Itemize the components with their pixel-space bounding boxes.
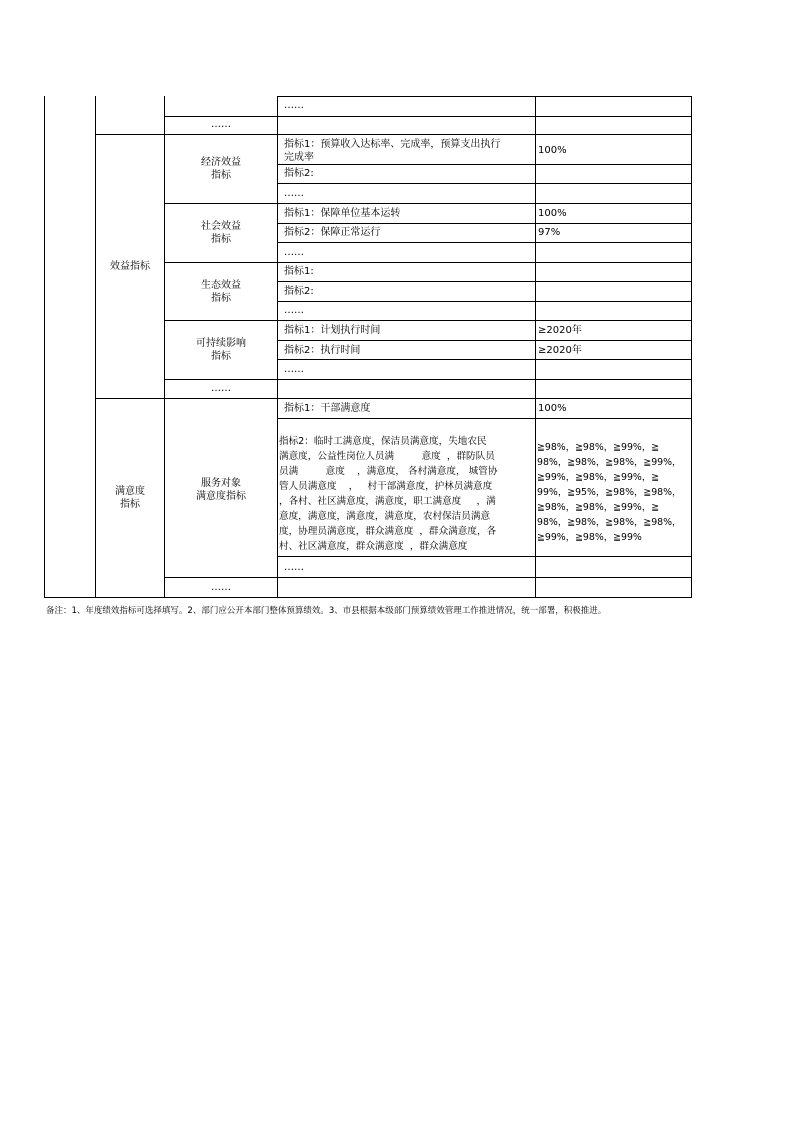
value-cell: ≧98%，≧98%，≧99%，≧ 98%，≧98%，≧98%，≧99%， ≧99%，≧98%，≧99%，≧ 99%，≧95%，≧98%，≧98%， ≧98%，≧98%，≧99%，≧ 98%，≧98%，≧98%，≧98%， ≧99%，≧98%，≧99% (537, 442, 682, 543)
row-line (164, 203, 692, 204)
row-line (277, 183, 692, 184)
value-cell: 100% (538, 403, 567, 414)
row-line (277, 281, 692, 282)
sub-category-ellipsis: …… (211, 119, 231, 130)
row-line (277, 340, 692, 341)
row-line (277, 223, 692, 224)
table-col-divider (95, 96, 96, 598)
indicator-cell: 指标2：临时工满意度，保洁员满意度，失地农民 满意度，公益性岗位人员满 意度 ，群防队员 员满 意度 ，满意度， 各村满意度， 城管协 管人员满意度 ， 村干部满意度，护林员满意度 ，各村、社区满意度，满意度，职工满意度 ，满 意度，满意度，满意度，满意度，农村保洁员满意 度，协理员满意度，群众满意度 ，群众满意度，各 村、社区满意度，群众满意度 ，群众满意度 (279, 436, 498, 552)
indicator-cell: …… (284, 247, 304, 258)
row-line (164, 320, 692, 321)
value-cell: ≥2020年 (538, 325, 582, 336)
indicator-cell: …… (284, 100, 304, 111)
row-line (277, 418, 692, 419)
indicator-cell: 指标2: (284, 168, 314, 179)
row-line (95, 134, 692, 135)
row-line (277, 96, 692, 97)
row-line (164, 577, 692, 578)
sub-category-sustainable: 可持续影响 指标 (196, 338, 246, 362)
indicator-cell: 指标2: (284, 286, 314, 297)
row-line (95, 398, 692, 399)
indicator-cell: …… (284, 562, 304, 573)
sub-category-service-satisfaction: 服务对象 满意度指标 (196, 478, 246, 502)
indicator-cell: 指标1：保障单位基本运转 (284, 208, 401, 219)
indicator-cell: 指标2：执行时间 (284, 345, 361, 356)
row-line (164, 262, 692, 263)
indicator-cell: 指标1: (284, 266, 314, 277)
footnote: 备注：1、年度绩效指标可选择填写。2、部门应公开本部门整体预算绩效。3、市县根据本级部门预算绩效管理工作推进情况，统一部署，积极推进。 (46, 606, 607, 616)
indicator-cell: …… (284, 188, 304, 199)
indicator-cell: …… (284, 364, 304, 375)
row-line (164, 379, 692, 380)
sub-category-ellipsis: …… (211, 383, 231, 394)
indicator-cell: 指标1：预算收入达标率、完成率，预算支出执行 完成率 (284, 139, 501, 163)
table-col-divider (535, 96, 536, 598)
group-label-satisfaction: 满意度 指标 (115, 486, 145, 510)
value-cell: ≥2020年 (538, 345, 582, 356)
sub-category-social: 社会效益 指标 (201, 221, 241, 245)
sub-category-ellipsis: …… (211, 582, 231, 593)
sub-category-economic: 经济效益 指标 (201, 157, 241, 181)
row-line (277, 242, 692, 243)
table-border-left (44, 96, 45, 598)
value-cell: 100% (538, 145, 567, 156)
indicator-cell: 指标1：干部满意度 (284, 403, 371, 414)
value-cell: 97% (538, 227, 561, 238)
table-border-right (691, 96, 692, 598)
indicator-cell: 指标2：保障正常运行 (284, 227, 381, 238)
indicator-cell: …… (284, 305, 304, 316)
row-line (277, 556, 692, 557)
group-label-benefit: 效益指标 (110, 261, 150, 272)
row-line (164, 116, 692, 117)
table-col-divider (277, 96, 278, 598)
indicator-cell: 指标1：计划执行时间 (284, 325, 381, 336)
row-line (277, 164, 692, 165)
row-line (277, 359, 692, 360)
row-line (277, 301, 692, 302)
sub-category-ecological: 生态效益 指标 (201, 280, 241, 304)
value-cell: 100% (538, 208, 567, 219)
table-border-bottom (44, 597, 692, 598)
